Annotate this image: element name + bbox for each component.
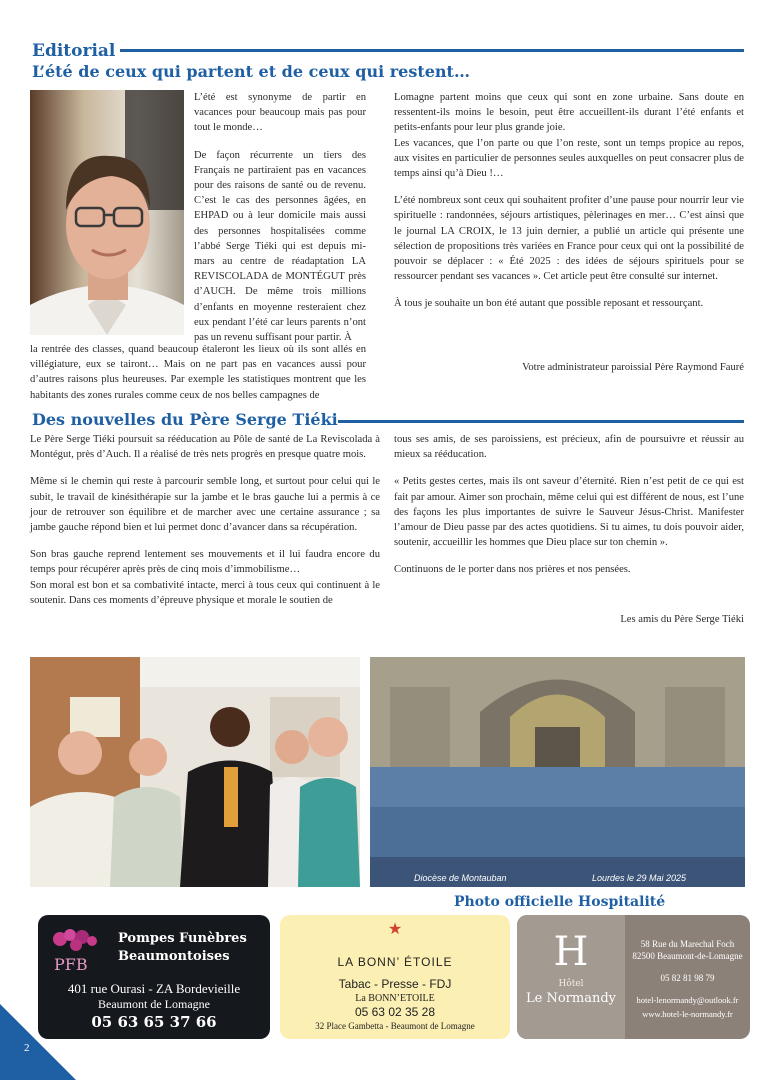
hotel-logo-panel (517, 915, 625, 1039)
section-rule-editorial (120, 49, 744, 52)
hotel-name: Le Normandy (526, 991, 616, 1006)
page-corner-decoration (0, 1004, 76, 1080)
paragraph: Les vacances, que l’on parte ou que l’on reste, sont un temps propice au repos, aux visites en particulier de personnes seules auxquelles on peut consacrer plus de temps ainsi qu’à Dieu !… (394, 137, 744, 180)
hotel-web: www.hotel-le-normandy.fr (642, 1009, 733, 1019)
paragraph: « Petits gestes certes, mais ils ont saveur d’éternité. Rien n’est petit de ce qui est fait par amour. Aimer son prochain, même celui qui est différent de nous, est l’une des façons les plus importantes de suivre le Sauveur Jésus-Christ. Manifester l’amour de Dieu passe par des actes quotidiens. Si tu aimes, tu dois pouvoir aider, soutenir, accueillir les hommes que Dieu place sur ton chemin ». (394, 476, 744, 549)
pfb-logo (46, 925, 108, 983)
page-number: 2 (24, 1042, 30, 1054)
section-rule-news (338, 420, 744, 423)
news-title: Des nouvelles du Père Serge Tiéki (32, 410, 338, 429)
hotel-phone: 05 82 81 98 79 (660, 973, 715, 983)
pfb-address: 401 rue Ourasi - ZA Bordevieille (67, 981, 241, 996)
pfb-town: Beaumont de Lomagne (98, 997, 210, 1011)
photo-official-caption: Photo officielle Hospitalité (454, 894, 666, 910)
pfb-name-line1: Pompes Funèbres (118, 931, 247, 946)
star-icon: ★ (387, 919, 403, 938)
news-right-column (394, 432, 744, 578)
paragraph: Le Père Serge Tiéki poursuit sa rééducation au Pôle de santé de La Reviscolada à Montégut, près d’Auch. Il a réalisé de très nets progrès en presque quatre mois. (30, 434, 380, 461)
paragraph: tous ses amis, de ses paroissiens, est précieux, afin de poursuivre et réussir au mieux sa rééducation. (394, 434, 744, 461)
paragraph: Son bras gauche reprend lentement ses mouvements et il lui faudra encore du temps pour récupérer après près de cinq mois d’immobilisme… (30, 549, 380, 576)
pfb-phone: 05 63 65 37 66 (91, 1013, 217, 1031)
group-photo-hospital (30, 657, 360, 887)
photo-caption-diocese: Diocèse de Montauban (414, 873, 507, 883)
paragraph: À tous je souhaite un bon été autant que possible reposant et ressourçant. (394, 298, 704, 310)
editorial-signature: Votre administrateur paroissial Père Raymond Fauré (522, 362, 744, 373)
lourdes-group-photo (370, 657, 745, 887)
paragraph: Lomagne partent moins que ceux qui sont en zone urbaine. Sans doute en ressentent-ils moins le besoin, peut être accueillent-ils durant l’été enfants et petits-enfants pour leur plus grande joie. (394, 92, 744, 134)
bonn-address: 32 Place Gambetta - Beaumont de Lomagne (315, 1021, 475, 1031)
paragraph: la rentrée des classes, quand beaucoup étaleront les lieux où ils sont allés en villégiature, eux se tairont… Mais on ne part pas en vacances aussi pour d’autres raisons plus heureuses. Par exemple les statistiques montrent que les habitants des zones rurales comme ceux de nos belles campagnes de (30, 344, 366, 401)
news-left-column (30, 432, 380, 608)
editorial-title: L’été de ceux qui partent et de ceux qui restent… (32, 62, 470, 81)
photo-caption-date: Lourdes le 29 Mai 2025 (592, 873, 687, 883)
editorial-wide-column (30, 342, 366, 403)
section-heading-editorial: Editorial (32, 41, 116, 61)
bonn-line2: La BONN’ETOILE (355, 993, 435, 1004)
paragraph: Son moral est bon et sa combativité intacte, merci à tous ceux qui continuent à le soutenir. Dans ces moments d’épreuve physique et morale le soutien de (30, 579, 380, 606)
pfb-name-line2: Beaumontoises (118, 949, 230, 964)
paragraph: Continuons de le porter dans nos prières et nos pensées. (394, 564, 631, 576)
paragraph: L’été est synonyme de partir en vacances pour beaucoup mais pas pour tout le monde… (194, 92, 366, 134)
paragraph: Même si le chemin qui reste à parcourir semble long, et surtout pour celui qui le subit, le travail de kinésithérapie sur la jambe et le bras gauche lui a permis à ce jour de retrouver son équilibre et de marcher avec une certaine assurance ; sa jambe gauche répond bien et lui permet donc d’avancer dans sa récupération. (30, 476, 380, 534)
bonn-name: LA BONN’ ÉTOILE (337, 955, 453, 969)
hotel-email: hotel-lenormandy@outlook.fr (636, 995, 739, 1005)
hotel-word: Hôtel (558, 979, 584, 989)
paragraph: De façon récurrente un tiers des Français ne partiraient pas en vacances pour des raisons de santé ou de revenu. C’est le cas des personnes âgées, en EHPAD ou à leur domicile mais aussi des personnes hospitalisées comme l’abbé Serge Tiéki qui est depuis mi-mars au centre de réadaptation LA REVISCOLADA de MONTÉGUT près d’AUCH. De même trois millions d’enfants en moyenne resteraient chez eux pendant l’été car leurs parents n’ont pas un revenu suffisant pour partir. À (194, 149, 366, 344)
hotel-address1: 58 Rue du Marechal Foch (640, 939, 735, 949)
news-signature: Les amis du Père Serge Tiéki (620, 614, 744, 625)
paragraph: L’été nombreux sont ceux qui souhaitent profiter d’une pause pour nourrir leur vie spirituelle : randonnées, séjours artistiques, pèlerinages en mer… C’est ainsi que le journal LA CROIX, le 13 juin dernier, a publié un article qui présente une sélection de propositions très variées en France pour ceux qui ont la possibilité de pouvoir se déplacer : « Été 2025 : des idées de séjours spirituels pour se ressourcer pendant ses vacances ». Cet article peut être consulté sur internet. (394, 195, 744, 283)
bonn-phone: 05 63 02 35 28 (354, 1005, 436, 1019)
pfb-logo-text: PFB (54, 955, 88, 974)
priest-portrait-photo (30, 90, 184, 335)
editorial-right-column (394, 90, 744, 312)
ad-hotel-le-normandy (517, 915, 750, 1039)
ad-bonn-etoile (280, 915, 510, 1039)
bonn-line1: Tabac - Presse - FDJ (338, 977, 452, 991)
hotel-monogram: H (553, 929, 589, 975)
hotel-address2: 82500 Beaumont-de-Lomagne (632, 951, 743, 961)
editorial-narrow-column (194, 90, 366, 345)
